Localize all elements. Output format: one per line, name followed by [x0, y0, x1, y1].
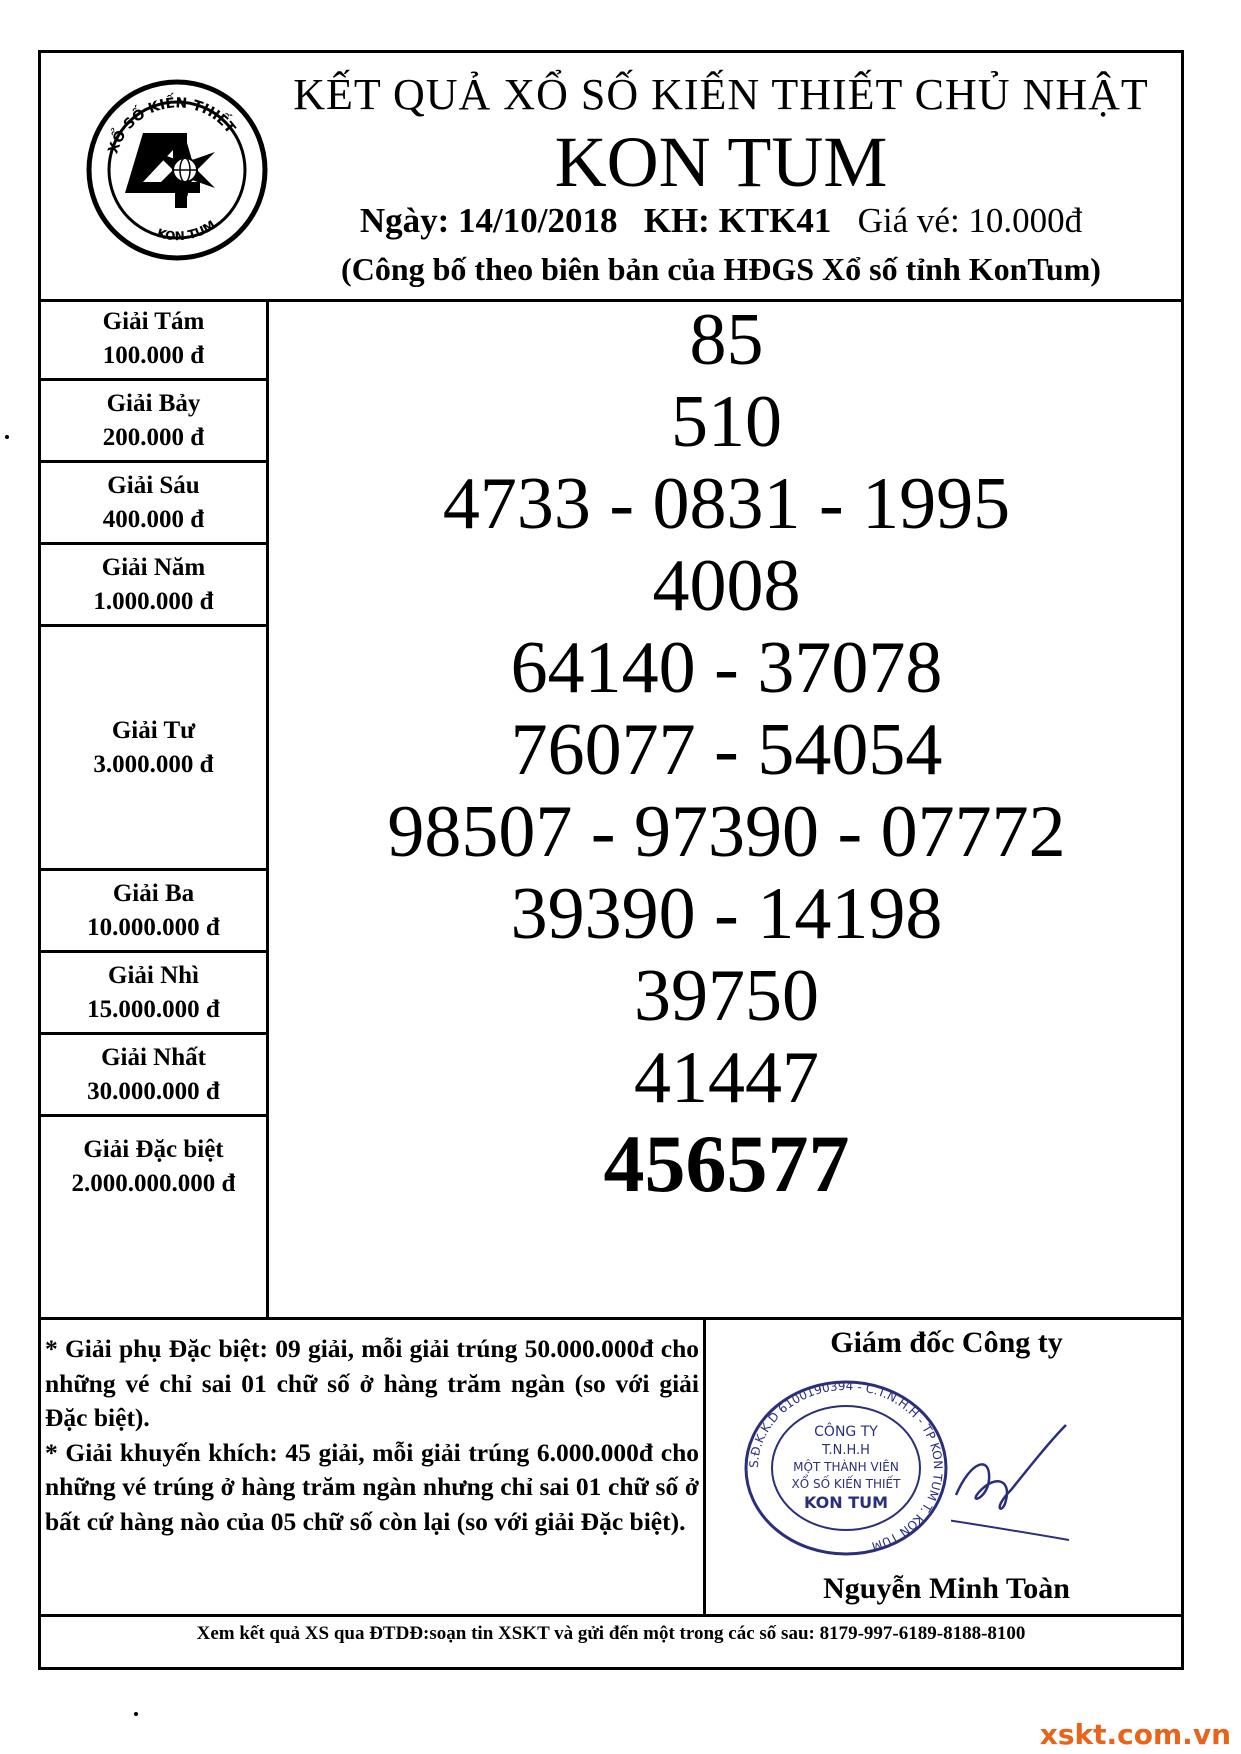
province-name: KON TUM — [554, 122, 888, 202]
company-stamp — [741, 1378, 951, 1558]
winning-number-3: 39390 - 14198 — [510, 873, 943, 955]
page-title: KẾT QUẢ XỔ SỐ KIẾN THIẾT CHỦ NHẬT — [293, 70, 1149, 119]
prize-label-1 — [41, 1035, 266, 1117]
prize-label-4 — [41, 627, 266, 871]
scan-speck — [134, 1712, 138, 1716]
scan-speck — [5, 435, 9, 439]
prize-name: Giải Tám — [102, 307, 205, 335]
prize-amount: 1.000.000 đ — [93, 587, 214, 615]
prize-table — [41, 299, 1181, 1317]
logo-top-text: XỔ SỐ KIẾN THIẾT — [105, 95, 239, 156]
prize-label-8 — [41, 299, 266, 381]
prize-name: Giải Sáu — [107, 471, 200, 499]
stamp-line-4: XỔ SỐ KIẾN THIẾT — [791, 1477, 901, 1491]
winning-number-4a: 64140 - 37078 — [510, 627, 943, 709]
prize-amount: 2.000.000.000 đ — [71, 1170, 236, 1197]
prize-amount: 200.000 đ — [102, 423, 205, 451]
note-consolation: * Giải khuyến khích: 45 giải, mỗi giải trúng 6.000.000đ cho những vé trúng ở hàng trăm ngàn nhưng chỉ sai 01 chữ số ở bất cứ hàng nào của 05 chữ số còn lại (so với giải Đặc biệt). — [45, 1437, 699, 1536]
prize-label-special — [41, 1117, 266, 1217]
winning-number-8: 85 — [689, 299, 764, 381]
winning-number-6: 4733 - 0831 - 1995 — [442, 463, 1011, 545]
notes-section — [41, 1317, 1181, 1617]
draw-code: KTK41 — [718, 201, 832, 240]
prize-label-2 — [41, 953, 266, 1035]
prize-amount: 100.000 đ — [102, 341, 205, 369]
prize-amount: 10.000.000 đ — [87, 913, 220, 941]
prize-label-5 — [41, 545, 266, 627]
prize-amount: 15.000.000 đ — [87, 995, 220, 1023]
prize-name: Giải Nhất — [101, 1043, 206, 1071]
lottery-logo — [85, 78, 270, 263]
draw-info — [261, 201, 1181, 241]
prize-name: Giải Bảy — [106, 389, 201, 417]
prize-labels-column — [41, 299, 269, 1317]
stamp-line-2: T.N.H.H — [822, 1443, 870, 1458]
prize-name: Giải Đặc biệt — [83, 1136, 224, 1163]
prize-amount: 3.000.000 đ — [93, 750, 214, 778]
winning-number-7: 510 — [671, 381, 782, 463]
special-prize-number: 456577 — [603, 1118, 850, 1209]
stamp-ring-text: S.Đ.K.K.D 6100190394 - C.T.N.H.H - TP KON TUM T. KON TUM — [746, 1378, 946, 1554]
result-sheet — [38, 50, 1184, 1670]
sms-footer: Xem kết quả XS qua ĐTDĐ:soạn tin XSKT và gửi đến một trong các số sau: 8179-997-6189-8188-8100 — [196, 1623, 1026, 1644]
prize-amount: 400.000 đ — [102, 505, 205, 533]
winning-number-2: 39750 — [634, 955, 819, 1037]
site-watermark: xskt.com.vn — [1039, 1718, 1231, 1751]
winning-number-4b: 76077 - 54054 — [510, 709, 943, 791]
winning-number-4c: 98507 - 97390 - 07772 — [387, 791, 1066, 873]
prize-label-3 — [41, 871, 266, 953]
prize-label-7 — [41, 381, 266, 463]
prize-label-6 — [41, 463, 266, 545]
ticket-price: 10.000đ — [968, 201, 1083, 240]
logo-bottom-text: KON TUM — [155, 217, 218, 244]
winning-number-1: 41447 — [634, 1037, 819, 1119]
draw-date: 14/10/2018 — [458, 201, 618, 240]
note-sub-special: * Giải phụ Đặc biệt: 09 giải, mỗi giải trúng 50.000.000đ cho những vé chỉ sai 01 chữ số ở hàng trăm ngàn (so với giải Đặc biệt). — [45, 1334, 699, 1432]
prize-notes — [41, 1320, 706, 1614]
prize-name: Giải Tư — [111, 716, 196, 744]
date-label: Ngày: — [359, 201, 450, 240]
signer-title: Giám đốc Công ty — [830, 1326, 1063, 1359]
code-label: KH: — [643, 201, 710, 240]
stamp-line-3: MỘT THÀNH VIÊN — [793, 1460, 899, 1474]
prize-name: Giải Ba — [112, 879, 195, 907]
prize-amount: 30.000.000 đ — [87, 1077, 220, 1105]
sheet-header — [41, 53, 1181, 302]
stamp-line-1: CÔNG TY — [814, 1424, 878, 1440]
prize-name: Giải Nhì — [108, 961, 199, 989]
prize-name: Giải Năm — [101, 553, 206, 581]
announcement-note: (Công bố theo biên bản của HĐGS Xổ số tỉnh KonTum) — [341, 251, 1101, 287]
signer-name: Nguyễn Minh Toàn — [823, 1572, 1070, 1605]
winning-number-5: 4008 — [652, 545, 801, 627]
stamp-line-5: KON TUM — [803, 1493, 889, 1512]
price-label: Giá vé: — [857, 201, 960, 240]
handwritten-signature — [951, 1420, 1071, 1550]
